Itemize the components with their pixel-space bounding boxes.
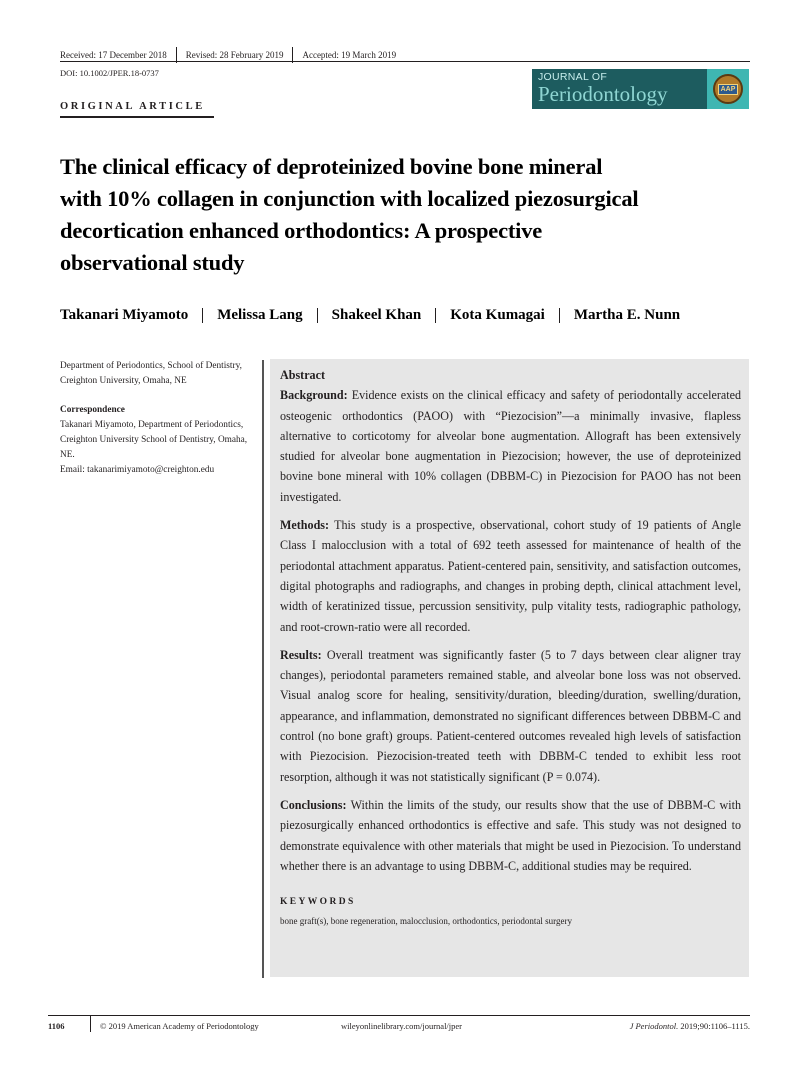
divider bbox=[317, 308, 318, 323]
journal-logo-main: Periodontology bbox=[538, 82, 668, 106]
section-label: Methods: bbox=[280, 518, 330, 533]
title-line: with 10% collagen in conjunction with localized piezosurgical bbox=[60, 186, 639, 211]
journal-logo-text bbox=[532, 69, 707, 109]
accepted-date: Accepted: 19 March 2019 bbox=[302, 50, 397, 60]
section-text: Overall treatment was significantly faster (5 to 7 days between clear aligner tray changes), periodontal parameters remained stable, and alveolar bone loss was not observed. Visual analog score for healing, sensitivity/duration, bleeding/duration, swelling/duration, appearance, and inflammation, demonstrated no significant differences between DBBM-C and control (no bone graft) groups. Patient-centered outcomes revealed high levels of satisfaction with Piezocision. Piezocision-treated teeth with DBBM-C tended to exhibit less root resorption, although it was not statistically significant (P = 0.074). bbox=[280, 647, 741, 784]
keywords: bone graft(s), bone regeneration, malocclusion, orthodontics, periodontal surgery bbox=[280, 916, 572, 927]
journal-logo-top: JOURNAL OF bbox=[538, 71, 608, 83]
abstract-box bbox=[270, 359, 749, 977]
abstract-content bbox=[280, 365, 741, 928]
section-label: Conclusions: bbox=[280, 797, 347, 812]
author-list bbox=[60, 307, 680, 324]
title-line: The clinical efficacy of deproteinized bovine bone mineral bbox=[60, 154, 603, 179]
abstract-heading: Abstract bbox=[280, 368, 326, 382]
abstract-conclusions bbox=[280, 795, 741, 876]
seal-text: AAP bbox=[718, 84, 739, 95]
section-label: Results: bbox=[280, 647, 322, 662]
author[interactable]: Takanari Miyamoto bbox=[60, 307, 189, 323]
divider bbox=[559, 308, 560, 323]
revised-date: Revised: 28 February 2019 bbox=[185, 50, 284, 60]
aap-seal-icon bbox=[713, 74, 743, 104]
aap-badge bbox=[707, 69, 749, 109]
affiliation-column bbox=[60, 359, 260, 478]
footer-rule bbox=[48, 1015, 750, 1016]
section-label: Background: bbox=[280, 388, 348, 403]
section-label-underline bbox=[60, 116, 214, 118]
divider bbox=[435, 308, 436, 323]
section-text: Within the limits of the study, our results show that the use of DBBM-C with piezosurgically enhanced orthodontics is effective and safe. This study was not designed to demonstrate equivalence with other materials that might be used in Piezocision. To understand whether there is an advantage to using DBBM-C, additional studies may be required. bbox=[280, 797, 741, 873]
page-number: 1106 bbox=[48, 1021, 65, 1031]
keywords-heading: KEYWORDS bbox=[280, 897, 356, 908]
abstract-methods bbox=[280, 515, 741, 637]
affiliation: Department of Periodontics, School of Dentistry, Creighton University, Omaha, NE bbox=[60, 361, 242, 386]
citation-details: 2019;90:1106–1115. bbox=[678, 1021, 750, 1031]
abstract-background bbox=[280, 385, 741, 507]
title-line: decortication enhanced orthodontics: A prospective bbox=[60, 218, 543, 243]
journal-logo bbox=[532, 69, 749, 109]
copyright: © 2019 American Academy of Periodontology bbox=[100, 1021, 259, 1031]
author[interactable]: Martha E. Nunn bbox=[573, 307, 681, 323]
section-text: Evidence exists on the clinical efficacy and safety of periodontally accelerated osteogenic orthodontics (PAOO) with “Piezocision”—a minimally invasive, flapless alternative to corticotomy for alveolar bone augmentation. Allograft has been extensively studied for alveolar bone augmentation in Piezocision; however, the use of deproteinized bovine bone mineral with 10% collagen (DBBM-C) in Piezocision for PAOO has not been investigated. bbox=[280, 388, 741, 504]
section-label: ORIGINAL ARTICLE bbox=[60, 101, 205, 112]
correspondence-text: Takanari Miyamoto, Department of Periodontics, Creighton University School of Dentistry, Omaha, NE. bbox=[60, 420, 248, 460]
citation-journal: J Periodontol. bbox=[629, 1021, 679, 1031]
correspondence-heading: Correspondence bbox=[60, 405, 125, 415]
author[interactable]: Shakeel Khan bbox=[331, 307, 422, 323]
author[interactable]: Melissa Lang bbox=[217, 307, 303, 323]
section-text: This study is a prospective, observational, cohort study of 19 patients of Angle Class I malocclusion with a total of 692 teeth assessed for maintenance of health of the periodontal attachment apparatus. Patient-centered pain, sensitivity, and satisfaction outcomes, digital photographs and radiographs, and changes in probing depth, clinical attachment level, width of keratinized tissue, percussion sensitivity, pulp vitality tests, radiographic pathology, and root-crown-ratio were all recorded. bbox=[280, 518, 741, 634]
article-title bbox=[60, 151, 750, 279]
header-rule bbox=[60, 61, 750, 62]
abstract-rule bbox=[262, 360, 264, 978]
divider bbox=[90, 1016, 91, 1032]
title-line: observational study bbox=[60, 250, 245, 275]
received-date: Received: 17 December 2018 bbox=[60, 50, 167, 60]
author[interactable]: Kota Kumagai bbox=[450, 307, 545, 323]
journal-url[interactable]: wileyonlinelibrary.com/journal/jper bbox=[341, 1021, 463, 1031]
abstract-results bbox=[280, 645, 741, 787]
divider bbox=[202, 308, 203, 323]
citation bbox=[630, 1021, 750, 1031]
doi[interactable]: DOI: 10.1002/JPER.18-0737 bbox=[60, 68, 159, 78]
correspondence-email[interactable]: Email: takanarimiyamoto@creighton.edu bbox=[60, 465, 215, 475]
